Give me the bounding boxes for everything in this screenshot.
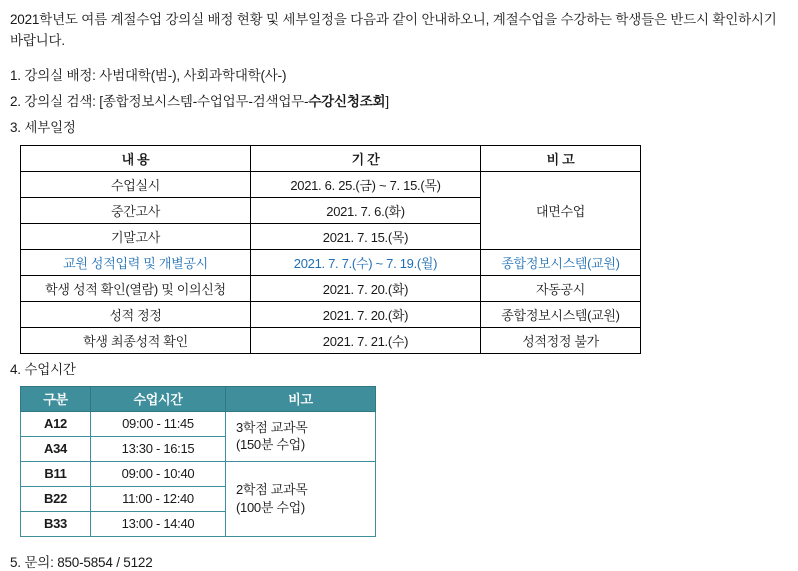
hours-header-time: 수업시간 — [91, 386, 226, 411]
class-hours-table — [20, 386, 376, 537]
table-row — [21, 171, 641, 197]
hours-code: A12 — [21, 411, 91, 436]
schedule-content: 중간고사 — [21, 197, 251, 223]
schedule-table — [20, 145, 641, 354]
hours-code: B11 — [21, 461, 91, 486]
hours-note-a — [226, 411, 376, 461]
schedule-header-period: 기 간 — [251, 145, 481, 171]
hours-note-b-line1: 2학점 교과목 — [236, 482, 308, 498]
schedule-remark: 종합정보시스템(교원) — [481, 249, 641, 275]
table-row — [21, 461, 376, 486]
hours-code: B22 — [21, 486, 91, 511]
notice-item-3: 3. 세부일정 — [10, 120, 76, 136]
schedule-table-wrap — [20, 145, 784, 354]
notice-item-2 — [10, 92, 784, 112]
hours-time: 13:00 - 14:40 — [91, 511, 226, 536]
schedule-remark: 종합정보시스템(교원) — [481, 301, 641, 327]
hours-header-division: 구분 — [21, 386, 91, 411]
hours-note-a-line2: (150분 수업) — [236, 437, 305, 453]
hours-time: 09:00 - 11:45 — [91, 411, 226, 436]
table-row — [21, 327, 641, 353]
table-row — [21, 275, 641, 301]
schedule-content: 교원 성적입력 및 개별공시 — [21, 249, 251, 275]
notice-item-4: 4. 수업시간 — [10, 361, 76, 377]
hours-code: A34 — [21, 436, 91, 461]
schedule-header-content: 내 용 — [21, 145, 251, 171]
schedule-header-remark: 비 고 — [481, 145, 641, 171]
schedule-period: 2021. 7. 21.(수) — [251, 327, 481, 353]
schedule-content: 성적 정정 — [21, 301, 251, 327]
hours-time: 13:30 - 16:15 — [91, 436, 226, 461]
hours-note-b-line2: (100분 수업) — [236, 499, 305, 515]
schedule-content: 학생 성적 확인(열람) 및 이의신청 — [21, 275, 251, 301]
schedule-remark: 자동공시 — [481, 275, 641, 301]
notice-item-2-bold: 수강신청조회 — [308, 94, 386, 110]
hours-table-wrap — [20, 386, 784, 537]
notice-item-2-prefix: 2. 강의실 검색: [종합정보시스템-수업업무-검색업무- — [10, 94, 309, 110]
table-header-row — [21, 386, 376, 411]
schedule-content: 수업실시 — [21, 171, 251, 197]
schedule-remark: 성적정정 불가 — [481, 327, 641, 353]
table-header-row — [21, 145, 641, 171]
hours-note-a-line1: 3학점 교과목 — [236, 419, 308, 435]
schedule-remark: 대면수업 — [481, 171, 641, 249]
table-row — [21, 411, 376, 436]
schedule-period: 2021. 7. 20.(화) — [251, 301, 481, 327]
schedule-period: 2021. 7. 15.(목) — [251, 223, 481, 249]
table-row — [21, 301, 641, 327]
schedule-period: 2021. 6. 25.(금) ~ 7. 15.(목) — [251, 171, 481, 197]
hours-code: B33 — [21, 511, 91, 536]
notice-intro: 2021학년도 여름 계절수업 강의실 배정 현황 및 세부일정을 다음과 같이 안내하오니, 계절수업을 수강하는 학생들은 반드시 확인하시기 바랍니다. — [10, 12, 777, 48]
hours-header-note: 비고 — [226, 386, 376, 411]
notice-item-5: 5. 문의: 850-5854 / 5122 — [10, 554, 153, 570]
hours-time: 11:00 - 12:40 — [91, 486, 226, 511]
table-row — [21, 249, 641, 275]
schedule-content: 학생 최종성적 확인 — [21, 327, 251, 353]
schedule-period: 2021. 7. 6.(화) — [251, 197, 481, 223]
schedule-content: 기말고사 — [21, 223, 251, 249]
schedule-period: 2021. 7. 20.(화) — [251, 275, 481, 301]
notice-item-1: 1. 강의실 배정: 사범대학(범-), 사회과학대학(사-) — [10, 67, 287, 83]
schedule-period: 2021. 7. 7.(수) ~ 7. 19.(월) — [251, 249, 481, 275]
notice-item-2-suffix: ] — [385, 94, 389, 110]
hours-note-b — [226, 461, 376, 536]
hours-time: 09:00 - 10:40 — [91, 461, 226, 486]
